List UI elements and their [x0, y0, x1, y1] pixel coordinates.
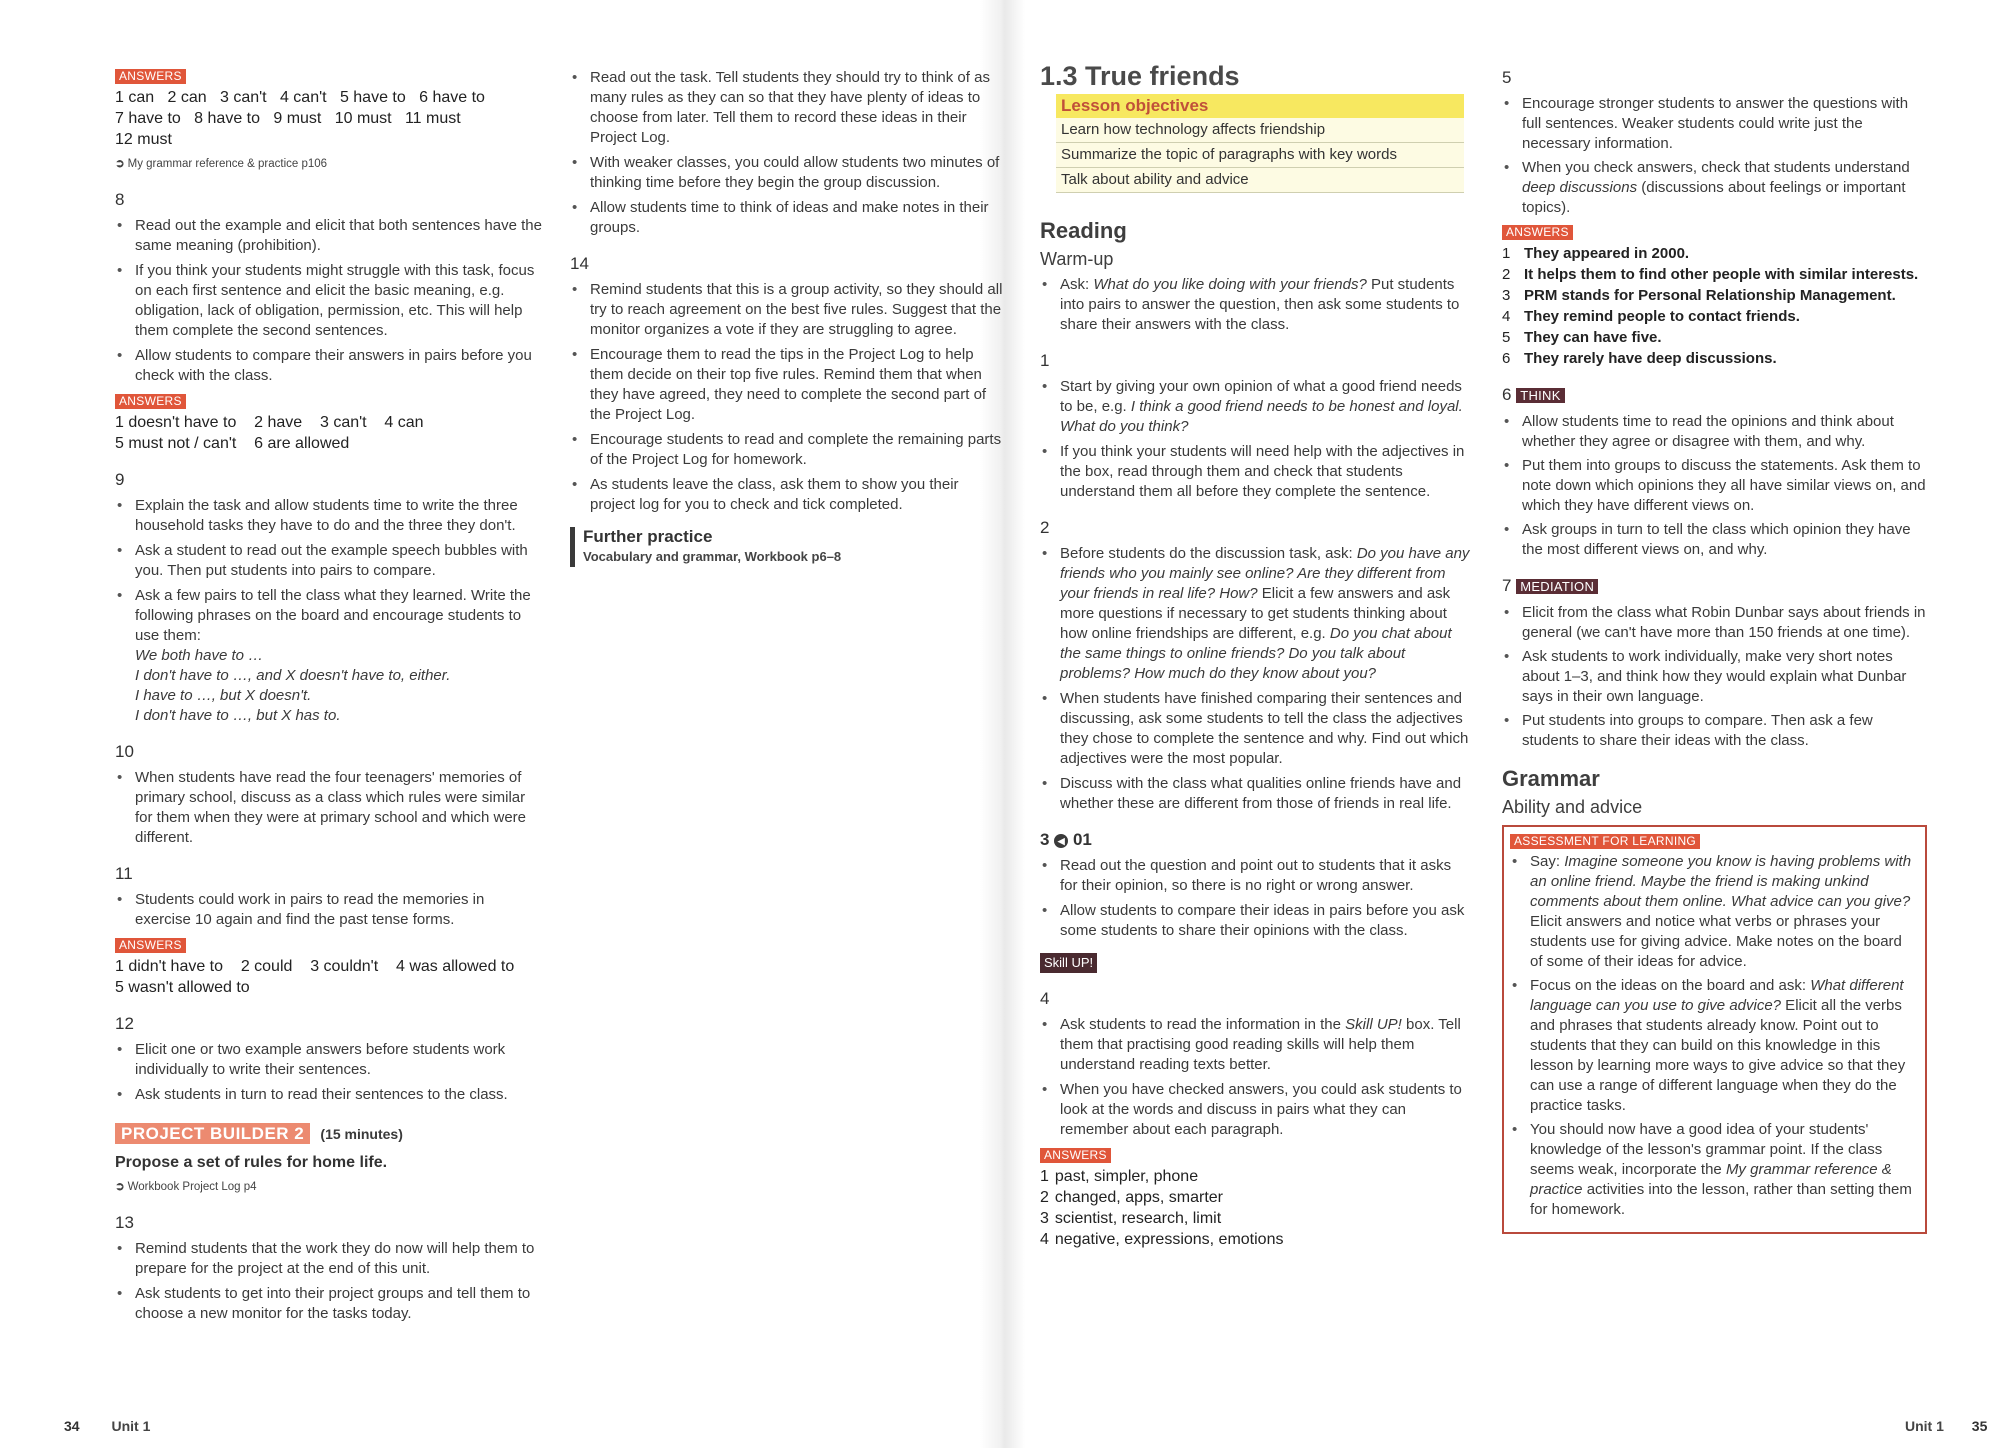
exercise-11-notes [115, 890, 543, 930]
exercise-5-number: 5 [1502, 68, 1512, 87]
right-page-footer [1905, 1418, 1987, 1434]
think-tag: THINK [1516, 388, 1565, 403]
assessment-for-learning-box [1502, 825, 1927, 1234]
answers-tag: ANSWERS [1502, 225, 1573, 240]
list-item: • Discuss with the class what qualities online friends have and whether these are different from those of friends in real life. [1040, 774, 1470, 814]
lesson-title: 1.3 True friends [1040, 61, 1240, 91]
lesson-objectives-box [1056, 94, 1464, 193]
list-item: • Allow students to compare their answers in pairs before you check with the class. [115, 346, 543, 386]
phrase: I don't have to …, but X has to. [135, 707, 341, 724]
exercise-2-number: 2 [1040, 518, 1050, 537]
exercise-10-number: 10 [115, 742, 134, 761]
exercise-1-number: 1 [1040, 351, 1050, 370]
objective-item: Talk about ability and advice [1056, 168, 1464, 193]
list-item: 1 They appeared in 2000. [1502, 245, 1690, 262]
project-builder-heading [115, 1123, 543, 1147]
list-item: 4 negative, expressions, emotions [1040, 1231, 1284, 1248]
exercise-1-notes [1040, 377, 1470, 502]
exercise-4-number: 4 [1040, 989, 1050, 1008]
mediation-tag: MEDIATION [1516, 579, 1598, 594]
list-item: • Elicit from the class what Robin Dunbar says about friends in general (we can't have more than 150 friends at one time). [1502, 603, 1927, 643]
assessment-tag: ASSESSMENT FOR LEARNING [1510, 834, 1700, 849]
list-item: • If you think your students will need help with the adjectives in the box, read through them and check that students understand them all before they complete the sentence. [1040, 442, 1470, 502]
list-item: • Put them into groups to discuss the statements. Ask them to note down which opinions they all have similar views on, and which they have different views on. [1502, 456, 1927, 516]
further-practice-box [570, 527, 1005, 567]
exercise-13-number: 13 [115, 1213, 134, 1232]
phrase: We both have to … [135, 647, 264, 664]
exercise-11-number: 11 [115, 864, 133, 883]
list-item: • If you think your students might struggle with this task, focus on each first sentence and elicit the basic meaning, e.g. obligation, lack of obligation, permission, etc. This will help them complete the second sentences. [115, 261, 543, 341]
further-practice-reference: Vocabulary and grammar, Workbook p6–8 [583, 549, 842, 564]
phrase: I have to …, but X doesn't. [135, 687, 312, 704]
skill-up-tag: Skill UP! [1040, 953, 1097, 973]
grammar-reference-link[interactable]: ➲ My grammar reference & practice p106 [115, 158, 328, 170]
page-number: 35 [1971, 1418, 1988, 1434]
arrow-circle-icon: ➲ [115, 1181, 125, 1193]
further-practice-title: Further practice [583, 527, 713, 546]
exercise-8-notes [115, 216, 543, 386]
project-builder-tag: PROJECT BUILDER 2 [115, 1123, 310, 1144]
arrow-circle-icon: ➲ [115, 158, 125, 170]
exercise-9-notes [115, 496, 543, 726]
page-number: 34 [64, 1418, 80, 1434]
list-item: • Ask a student to read out the example speech bubbles with you. Then put students into pairs to compare. [115, 541, 543, 581]
exercise-12-notes [115, 1040, 543, 1105]
list-item: • Read out the task. Tell students they should try to think of as many rules as they can so that they have plenty of ideas to choose from later. Tell them to record these ideas in their Project Log. [570, 68, 1005, 148]
list-item: 3 PRM stands for Personal Relationship Management. [1502, 287, 1896, 304]
project-builder-title: Propose a set of rules for home life. [115, 1154, 388, 1171]
list-item: • Read out the example and elicit that both sentences have the same meaning (prohibition). [115, 216, 543, 256]
ability-advice-heading: Ability and advice [1502, 797, 1643, 817]
list-item: • Ask groups in turn to tell the class which opinion they have the most different views on, and why. [1502, 520, 1927, 560]
project-builder-minutes: (15 minutes) [320, 1125, 403, 1142]
list-item: • Ask a few pairs to tell the class what they learned. Write the following phrases on the board and encourage students to use them: We both have to … I don't have to …, and X doesn't have to, either. I have to …, but X doesn't. I don't have to …, but X has to. [115, 586, 543, 726]
answers-tag: ANSWERS [115, 938, 186, 953]
list-item: • Focus on the ideas on the board and ask: What different language can you use to give advice? Elicit all the verbs and phrases that students already know. Point out to students that they can build on this knowledge in this lesson by learning more ways to give advice so that they can use a range of different language when they do the practice tasks. [1510, 976, 1915, 1116]
exercise-6-notes [1502, 412, 1927, 560]
answers-tag: ANSWERS [115, 394, 186, 409]
exercise-10-notes [115, 768, 543, 848]
list-item: • As students leave the class, ask them to show you their project log for you to check and tick completed. [570, 475, 1005, 515]
list-item: • Before students do the discussion task, ask: Do you have any friends who you mainly see online? Are they different from your friends in real life? How? Elicit a few answers and ask more questions if necessary to get students thinking about how online friendships are different, e.g. Do you chat about the same things to online friends? Do you talk about problems? How much do they know about you? [1040, 544, 1470, 684]
answers-block-1: 1 can 2 can 3 can't 4 can't 5 have to 6 have to 7 have to 8 have to 9 must 10 must 11 must 12 must [115, 89, 485, 148]
list-item: • Encourage them to read the tips in the Project Log to help them decide on their top five rules. Remind them that when they have agreed, they need to complete the second part of the Project Log. [570, 345, 1005, 425]
list-item: 6 They rarely have deep discussions. [1502, 350, 1777, 367]
exercise-8-answers: 1 doesn't have to 2 have 3 can't 4 can 5 must not / can't 6 are allowed [115, 414, 424, 452]
list-item: • Explain the task and allow students time to write the three household tasks they have to do and the three they don't. [115, 496, 543, 536]
list-item: • Allow students to compare their ideas in pairs before you ask some students to share their opinions with the class. [1040, 901, 1470, 941]
left-page-footer [64, 1418, 150, 1434]
warmup-heading: Warm-up [1040, 249, 1114, 269]
list-item: • Start by giving your own opinion of what a good friend needs to be, e.g. I think a good friend needs to be honest and loyal. What do you think? [1040, 377, 1470, 437]
exercise-6-number: 6 THINK [1502, 385, 1927, 406]
exercise-11-answers: 1 didn't have to 2 could 3 couldn't 4 was allowed to 5 wasn't allowed to [115, 958, 515, 996]
list-item: • Say: Imagine someone you know is having problems with an online friend. Maybe the friend is making unkind comments about them online. What advice can you give? Elicit answers and notice what verbs or phrases your students use for giving advice. Make notes on the board of some of their ideas for advice. [1510, 852, 1915, 972]
exercise-7-notes [1502, 603, 1927, 751]
phrase: I don't have to …, and X doesn't have to, either. [135, 667, 451, 684]
right-column-1 [1040, 61, 1470, 1258]
unit-label: Unit 1 [111, 1418, 151, 1434]
left-column-1 [115, 66, 543, 1329]
exercise-14-notes [570, 280, 1005, 515]
exercise-12-number: 12 [115, 1014, 134, 1033]
list-item: • Allow students time to think of ideas and make notes in their groups. [570, 198, 1005, 238]
list-item: 4 They remind people to contact friends. [1502, 308, 1800, 325]
grammar-heading: Grammar [1502, 766, 1600, 791]
list-item: • Elicit one or two example answers before students work individually to write their sentences. [115, 1040, 543, 1080]
list-item: • Ask students to work individually, make very short notes about 1–3, and think how they would explain what Dunbar says in their own language. [1502, 647, 1927, 707]
answers-tag: ANSWERS [115, 69, 186, 84]
list-item: • Ask: What do you like doing with your friends? Put students into pairs to answer the question, then ask some students to share their answers with the class. [1040, 275, 1470, 335]
exercise-5-notes [1502, 94, 1927, 218]
objective-item: Learn how technology affects friendship [1056, 118, 1464, 143]
lesson-objectives-header: Lesson objectives [1056, 94, 1464, 118]
list-item: • When you have checked answers, you could ask students to look at the words and discuss in pairs what they can remember about each paragraph. [1040, 1080, 1470, 1140]
reading-heading: Reading [1040, 218, 1127, 243]
exercise-9-number: 9 [115, 470, 125, 489]
list-item: • Allow students time to read the opinions and think about whether they agree or disagree with them, and why. [1502, 412, 1927, 452]
list-item: 3 scientist, research, limit [1040, 1210, 1222, 1227]
exercise-4-answers [1040, 1166, 1470, 1250]
exercise-3-notes [1040, 856, 1470, 941]
list-item: • Read out the question and point out to students that it asks for their opinion, so there is no right or wrong answer. [1040, 856, 1470, 896]
exercise-7-number: 7 MEDIATION [1502, 576, 1927, 597]
exercise-2-notes [1040, 544, 1470, 814]
list-item: 2 It helps them to find other people with similar interests. [1502, 266, 1919, 283]
list-item: • Ask students to read the information in the Skill UP! box. Tell them that practising good reading skills will help them understand reading texts better. [1040, 1015, 1470, 1075]
list-item: • Put students into groups to compare. Then ask a few students to share their ideas with the class. [1502, 711, 1927, 751]
exercise-4-notes [1040, 1015, 1470, 1140]
list-item: 5 They can have five. [1502, 329, 1662, 346]
objective-item: Summarize the topic of paragraphs with key words [1056, 143, 1464, 168]
list-item: • Remind students that the work they do now will help them to prepare for the project at the end of this unit. [115, 1239, 543, 1279]
list-item: 2 changed, apps, smarter [1040, 1189, 1223, 1206]
assessment-notes [1510, 852, 1915, 1220]
list-item: • When students have read the four teenagers' memories of primary school, discuss as a class which rules were similar for them when they were at primary school and which were different. [115, 768, 543, 848]
speaker-icon[interactable]: ◀ [1054, 834, 1068, 848]
list-item: • You should now have a good idea of your students' knowledge of the lesson's grammar point. If the class seems weak, incorporate the My grammar reference & practice activities into the lesson, rather than setting them for homework. [1510, 1120, 1915, 1220]
unit-label: Unit 1 [1905, 1418, 1944, 1434]
exercise-5-answers [1502, 243, 1927, 369]
exercise-8-number: 8 [115, 190, 125, 209]
exercise-3-number: 3 ◀ 01 [1040, 830, 1092, 849]
list-item: • Ask students to get into their project groups and tell them to choose a new monitor for the tasks today. [115, 1284, 543, 1324]
list-item: • With weaker classes, you could allow students two minutes of thinking time before they begin the group discussion. [570, 153, 1005, 193]
answers-tag: ANSWERS [1040, 1148, 1111, 1163]
exercise-13-continued-notes [570, 68, 1005, 238]
list-item: 1 past, simpler, phone [1040, 1168, 1199, 1185]
workbook-reference-link[interactable]: ➲ Workbook Project Log p4 [115, 1181, 257, 1193]
list-item: • When students have finished comparing their sentences and discussing, ask some students to tell the class the adjectives they chose to complete the sentence and why. Find out which adjectives were the most popular. [1040, 689, 1470, 769]
exercise-14-number: 14 [570, 254, 589, 273]
right-column-2 [1502, 68, 1927, 1234]
list-item: • Students could work in pairs to read the memories in exercise 10 again and find the past tense forms. [115, 890, 543, 930]
warmup-notes [1040, 275, 1470, 335]
list-item: • Encourage stronger students to answer the questions with full sentences. Weaker students could write just the necessary information. [1502, 94, 1927, 154]
left-column-2 [570, 68, 1005, 567]
list-item: • Encourage students to read and complete the remaining parts of the Project Log for homework. [570, 430, 1005, 470]
list-item: • Ask students in turn to read their sentences to the class. [115, 1085, 543, 1105]
list-item: • Remind students that this is a group activity, so they should all try to reach agreement on the best five rules. Suggest that the monitor organizes a vote if they are struggling to agree. [570, 280, 1005, 340]
exercise-13-notes [115, 1239, 543, 1324]
list-item: • When you check answers, check that students understand deep discussions (discussions about feelings or important topics). [1502, 158, 1927, 218]
